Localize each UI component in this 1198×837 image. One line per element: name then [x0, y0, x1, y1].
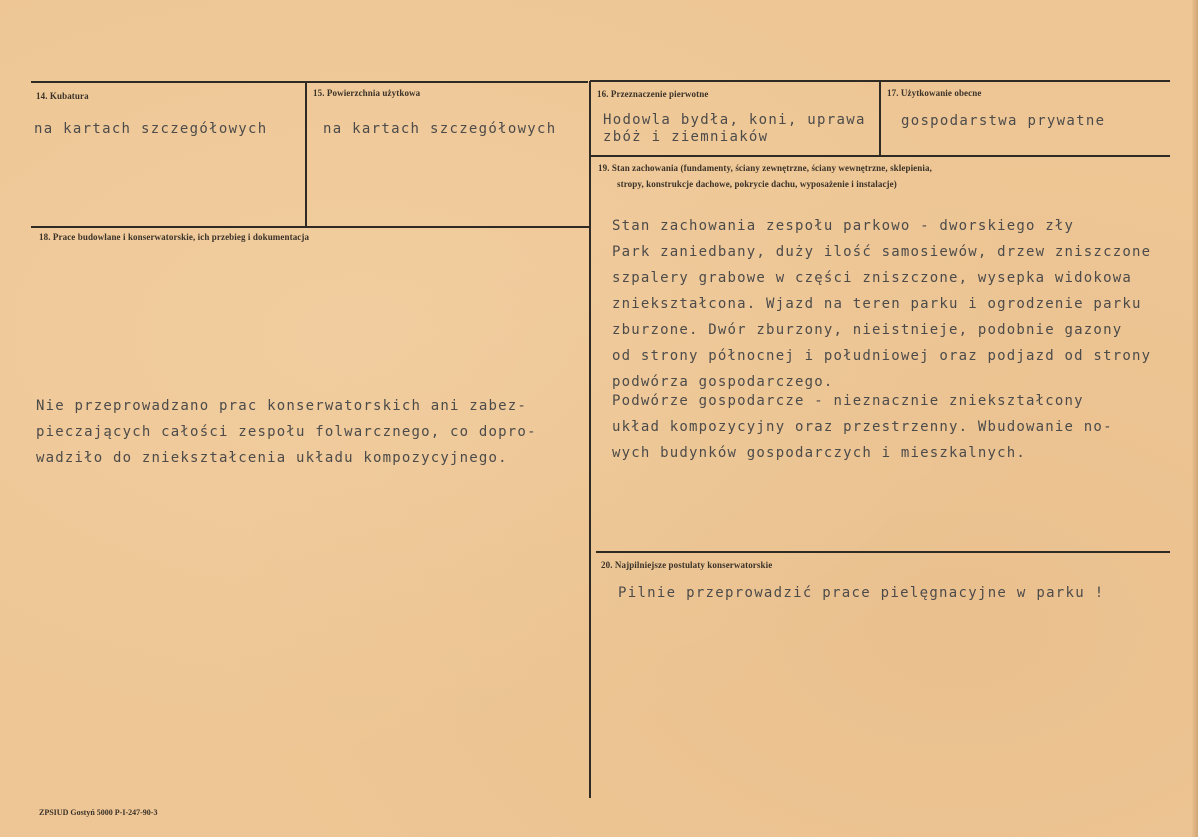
divider-16-17: [879, 81, 881, 155]
field-16-line-1: Hodowla bydła, koni, uprawa: [603, 112, 866, 128]
field-18-line: wadziło do zniekształcenia układu kompozycyjnego.: [36, 450, 508, 466]
field-19-line: od strony północnej i południowej oraz podjazd od strony: [612, 348, 1152, 364]
field-19-line: Podwórze gospodarcze - nieznacznie zniekształcony: [612, 393, 1084, 409]
rule-above-20: [596, 551, 1170, 553]
field-16-line-2: zbóż i ziemniaków: [603, 129, 769, 145]
field-19-line: układ kompozycyjny oraz przestrzenny. Wbudowanie no-: [612, 419, 1113, 435]
field-14-value: na kartach szczegółowych: [34, 121, 268, 137]
top-rule-left: [31, 81, 588, 83]
field-18-text: [36, 393, 537, 471]
field-15-value: na kartach szczegółowych: [323, 121, 557, 137]
field-15-label: 15. Powierzchnia użytkowa: [313, 88, 421, 98]
field-19-line: szpalery grabowe w części zniszczone, wysepka widokowa: [612, 270, 1132, 286]
field-19-label-line-2: stropy, konstrukcje dachowe, pokrycie dachu, wyposażenie i instalacje): [617, 179, 897, 189]
field-19-line: podwórza gospodarczego.: [612, 374, 834, 390]
field-19-line: zniekształcona. Wjazd na teren parku i ogrodzenie parku: [612, 296, 1142, 312]
rule-under-16-17: [590, 155, 1170, 157]
field-16-label: 16. Przeznaczenie pierwotne: [597, 89, 709, 99]
divider-14-15: [305, 82, 307, 227]
print-imprint: ZPSIUD Gostyń 5000 P-I-247-90-3: [39, 808, 158, 817]
field-14-label: 14. Kubatura: [36, 91, 89, 101]
field-20-label: 20. Najpilniejsze postulaty konserwatorskie: [601, 560, 773, 570]
field-19-line: zburzone. Dwór zburzony, nieistnieje, podobnie gazony: [612, 322, 1123, 338]
field-19-text: [612, 213, 1151, 466]
field-19-line: Stan zachowania zespołu parkowo - dworskiego zły: [612, 218, 1075, 234]
rule-above-18: [31, 226, 589, 228]
field-18-line: pieczających całości zespołu folwarcznego, co dopro-: [36, 424, 537, 440]
field-19-line: wych budynków gospodarczych i mieszkalnych.: [612, 445, 1027, 461]
field-18-label: 18. Prace budowlane i konserwatorskie, ich przebieg i dokumentacja: [39, 232, 310, 242]
field-19-label-line-1: 19. Stan zachowania (fundamenty, ściany zewnętrzne, ściany wewnętrzne, sklepienia,: [598, 163, 932, 173]
card-edge: [1192, 0, 1198, 837]
field-20-value: Pilnie przeprowadzić prace pielęgnacyjne w parku !: [618, 585, 1105, 601]
field-19-line: Park zaniedbany, duży ilość samosiewów, drzew zniszczone: [612, 244, 1152, 260]
field-18-line: Nie przeprowadzano prac konserwatorskich ani zabez-: [36, 398, 528, 414]
field-17-label: 17. Użytkowanie obecne: [887, 88, 982, 98]
field-17-value: gospodarstwa prywatne: [901, 113, 1106, 129]
center-divider: [589, 81, 591, 798]
